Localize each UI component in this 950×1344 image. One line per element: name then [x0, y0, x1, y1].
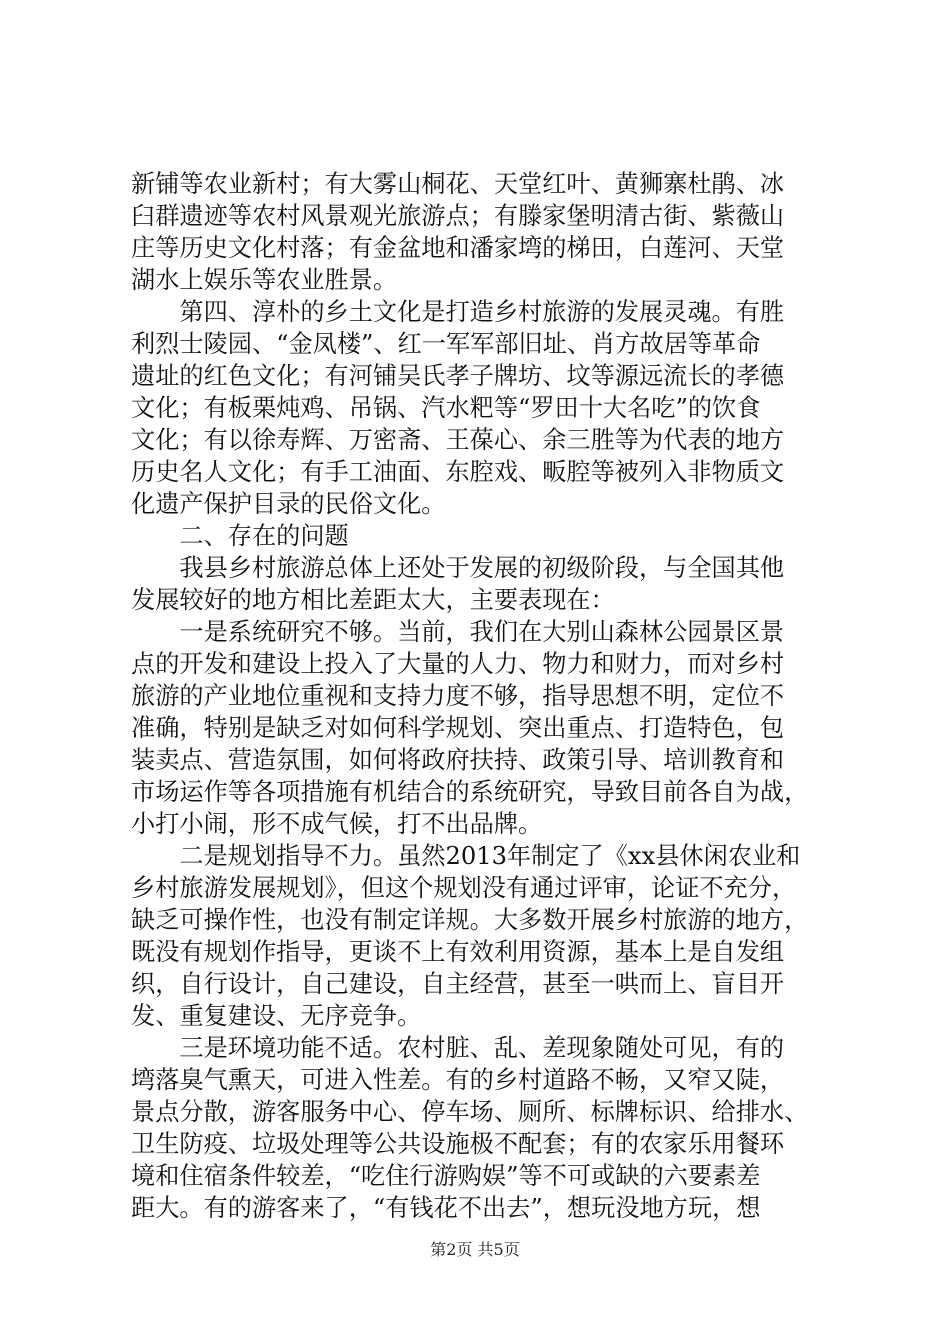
text-line: 发展较好的地方相比差距太大，主要表现在： [131, 586, 615, 614]
text-line: 景点分散，游客服务中心、停车场、厕所、标牌标识、给排水、 [131, 1098, 809, 1126]
text-line: 二、存在的问题 [131, 522, 349, 550]
body-text [131, 168, 831, 1224]
text-line: 三是环境功能不适。农村脏、乱、差现象随处可见，有的 [131, 1034, 785, 1062]
text-line: 织，自行设计，自己建设，自主经营，甚至一哄而上、盲目开 [131, 970, 785, 998]
text-line: 利烈士陵园、“金凤楼”、红一军军部旧址、肖方故居等革命 [131, 330, 761, 358]
text-line: 小打小闹，形不成气候，打不出品牌。 [131, 810, 543, 838]
text-line: 第四、淳朴的乡土文化是打造乡村旅游的发展灵魂。有胜 [131, 298, 785, 326]
text-line: 二是规划指导不力。虽然2013年制定了《xx县休闲农业和 [131, 842, 801, 870]
text-line: 乡村旅游发展规划》，但这个规划没有通过评审，论证不充分， [131, 874, 797, 902]
text-line: 文化；有板栗炖鸡、吊锅、汽水粑等“罗田十大名吃”的饮食 [131, 394, 761, 422]
text-line: 市场运作等各项措施有机结合的系统研究，导致目前各自为战， [131, 778, 809, 806]
text-line: 湖水上娱乐等农业胜景。 [131, 266, 398, 294]
text-line: 点的开发和建设上投入了大量的人力、物力和财力，而对乡村 [131, 650, 785, 678]
text-line: 遗址的红色文化；有河铺吴氏孝子牌坊、坟等源远流长的孝德 [131, 362, 785, 390]
text-line: 化遗产保护目录的民俗文化。 [131, 490, 446, 518]
text-line: 新铺等农业新村；有大雾山桐花、天堂红叶、黄狮寨杜鹃、冰 [131, 170, 785, 198]
text-line: 卫生防疫、垃圾处理等公共设施极不配套；有的农家乐用餐环 [131, 1130, 785, 1158]
text-line: 境和住宿条件较差，“吃住行游购娱”等不可或缺的六要素差 [131, 1162, 761, 1190]
text-line: 我县乡村旅游总体上还处于发展的初级阶段，与全国其他 [131, 554, 785, 582]
text-line: 旅游的产业地位重视和支持力度不够，指导思想不明，定位不 [131, 682, 785, 710]
text-line: 距大。有的游客来了，“有钱花不出去”，想玩没地方玩，想 [131, 1194, 761, 1222]
text-line: 发、重复建设、无序竞争。 [131, 1002, 422, 1030]
text-line: 一是系统研究不够。当前，我们在大别山森林公园景区景 [131, 618, 785, 646]
text-line: 塆落臭气熏天，可进入性差。有的乡村道路不畅，又窄又陡， [131, 1066, 785, 1094]
text-line: 准确，特别是缺乏对如何科学规划、突出重点、打造特色，包 [131, 714, 785, 742]
text-line: 既没有规划作指导，更谈不上有效利用资源，基本上是自发组 [131, 938, 785, 966]
page-footer: 第2页 共5页 [430, 1240, 520, 1259]
text-line: 文化；有以徐寿辉、万密斋、王葆心、余三胜等为代表的地方 [131, 426, 785, 454]
text-line: 装卖点、营造氛围，如何将政府扶持、政策引导、培训教育和 [131, 746, 785, 774]
text-line: 庄等历史文化村落；有金盆地和潘家塆的梯田，白莲河、天堂 [131, 234, 785, 262]
text-line: 臼群遗迹等农村风景观光旅游点；有滕家堡明清古街、紫薇山 [131, 202, 785, 230]
text-line: 缺乏可操作性，也没有制定详规。大多数开展乡村旅游的地方， [131, 906, 809, 934]
text-line: 历史名人文化；有手工油面、东腔戏、畈腔等被列入非物质文 [131, 458, 785, 486]
